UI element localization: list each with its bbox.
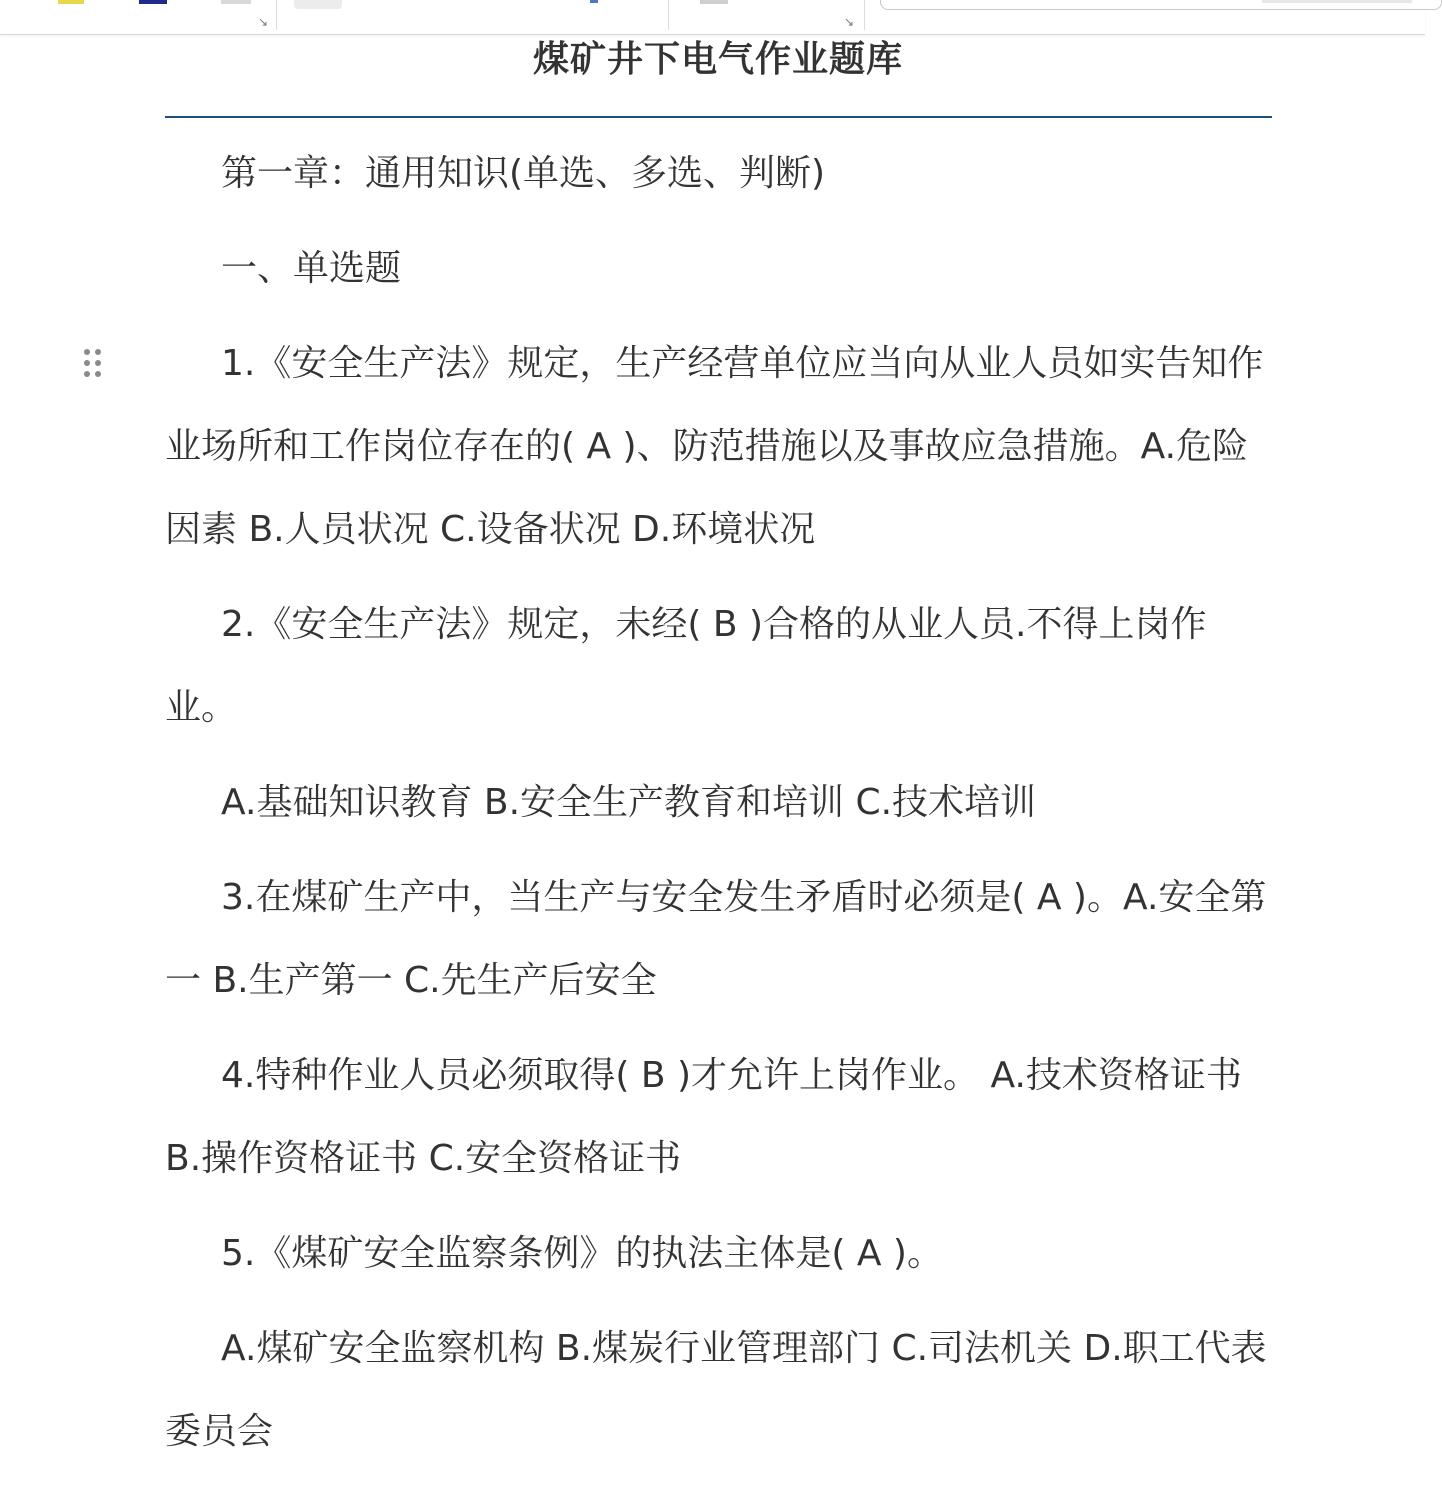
toolbar-button[interactable] xyxy=(700,0,728,4)
question-4: 4.特种作业人员必须取得( B )才允许上岗作业。 A.技术资格证书 B.操作资格证书 C.安全资格证书 xyxy=(165,1055,1242,1179)
question-5: 5.《煤矿安全监察条例》的执法主体是( A )。 xyxy=(221,1233,943,1274)
drag-handle-icon[interactable] xyxy=(84,349,104,379)
toolbar-indicator xyxy=(590,0,598,3)
document-body[interactable] xyxy=(165,132,1273,1485)
toolbar-divider xyxy=(668,0,669,30)
expand-corner-icon[interactable]: ↘ xyxy=(258,15,269,29)
search-button[interactable] xyxy=(1262,0,1412,3)
highlight-color-swatch[interactable] xyxy=(58,0,84,4)
question-5-options: A.煤矿安全监察机构 B.煤炭行业管理部门 C.司法机关 D.职工代表委员会 xyxy=(165,1328,1267,1452)
section-heading: 一、单选题 xyxy=(221,248,402,289)
expand-corner-icon[interactable]: ↘ xyxy=(844,15,855,29)
toolbar-divider xyxy=(864,0,865,30)
document-title: 煤矿井下电气作业题库 xyxy=(532,39,903,80)
title-underline xyxy=(165,116,1272,118)
toolbar-button[interactable] xyxy=(221,0,251,4)
question-3: 3.在煤矿生产中，当生产与安全发生矛盾时必须是( A )。A.安全第一 B.生产第一 C.先生产后安全 xyxy=(165,877,1267,1001)
chapter-heading: 第一章：通用知识(单选、多选、判断) xyxy=(221,153,826,194)
toolbar-divider xyxy=(276,0,277,30)
question-2-options: A.基础知识教育 B.安全生产教育和培训 C.技术培训 xyxy=(221,782,1037,823)
question-2: 2.《安全生产法》规定，未经( B )合格的从业人员.不得上岗作业。 xyxy=(165,604,1207,728)
toolbar-tab[interactable] xyxy=(294,0,342,9)
font-color-swatch[interactable] xyxy=(139,0,167,4)
question-1: 1.《安全生产法》规定，生产经营单位应当向从业人员如实告知作业场所和工作岗位存在的( A )、防范措施以及事故应急措施。A.危险因素 B.人员状况 C.设备状况 D.环境状况 xyxy=(165,343,1264,550)
toolbar xyxy=(0,0,1425,35)
